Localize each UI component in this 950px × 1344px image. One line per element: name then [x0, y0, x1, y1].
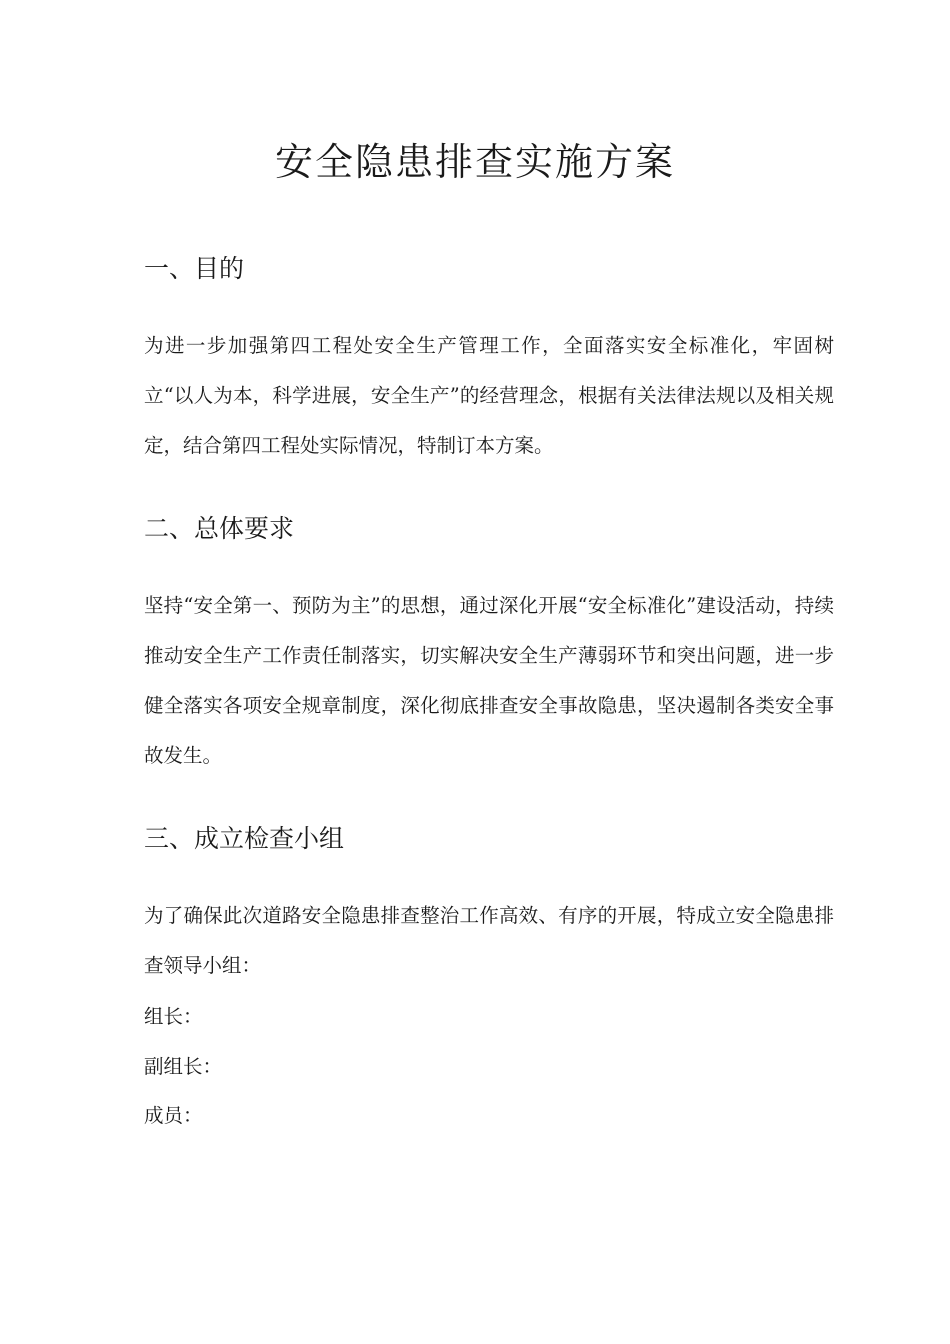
section-heading-purpose: 一、目的: [144, 254, 245, 283]
role-deputy-leader: 副组长：: [144, 1055, 223, 1078]
role-team-leader: 组长：: [144, 1005, 203, 1028]
role-members: 成员：: [144, 1104, 203, 1127]
section-heading-general-requirements: 二、总体要求: [144, 514, 295, 543]
document-title: 安全隐患排查实施方案: [274, 140, 675, 184]
paragraph-inspection-team: 为了确保此次道路安全隐患排查整治工作高效、有序的开展，特成立安全隐患排查领导小组：: [144, 904, 834, 977]
section-heading-inspection-team: 三、成立检查小组: [144, 824, 345, 853]
paragraph-general-requirements: 坚持“安全第一、预防为主”的思想，通过深化开展“安全标准化”建设活动，持续推动安全生产工作责任制落实，切实解决安全生产薄弱环节和突出问题，进一步健全落实各项安全规章制度，深化彻底排查安全事故隐患，坚决遏制各类安全事故发生。: [144, 594, 834, 767]
paragraph-purpose: 为进一步加强第四工程处安全生产管理工作，全面落实安全标准化，牢固树立“以人为本，科学进展，安全生产”的经营理念，根据有关法律法规以及相关规定，结合第四工程处实际情况，特制订本方案。: [144, 334, 834, 457]
